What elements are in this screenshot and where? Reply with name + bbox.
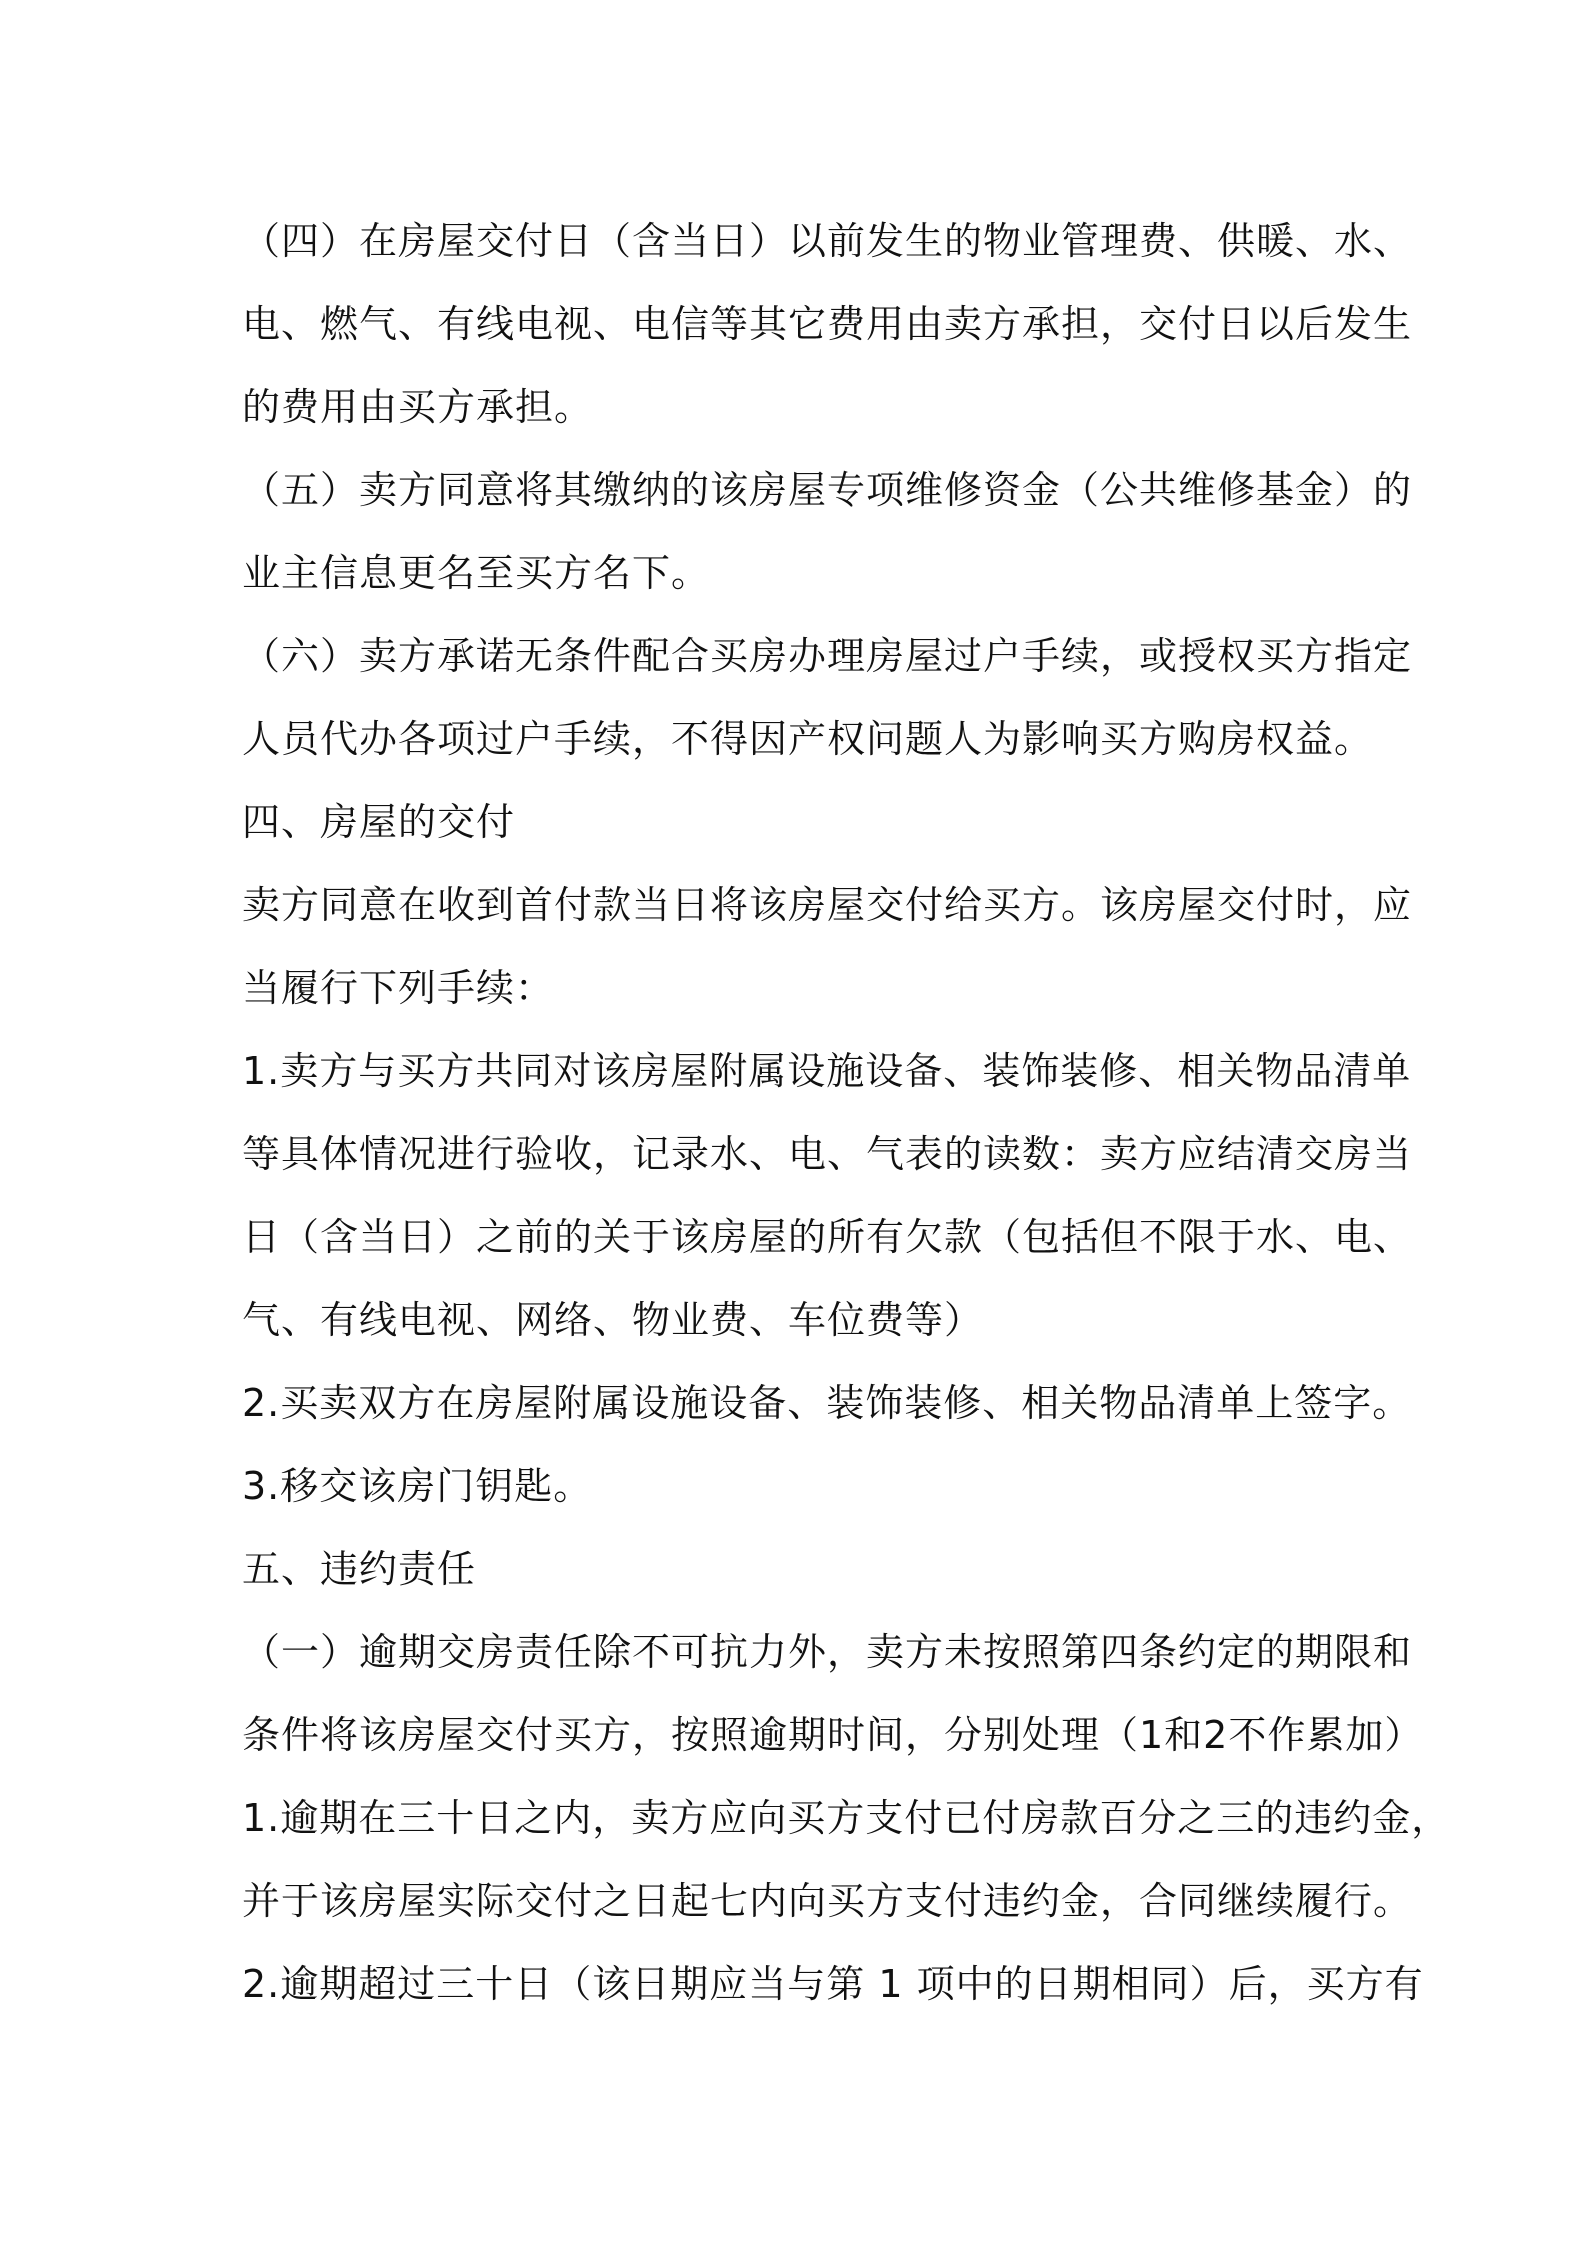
paragraph-line: 电、燃气、有线电视、电信等其它费用由卖方承担，交付日以后发生 xyxy=(242,302,1413,346)
list-item-line: 2.逾期超过三十日（该日期应当与第 1 项中的日期相同）后，买方有 xyxy=(242,1962,1424,2006)
paragraph-line: （六）卖方承诺无条件配合买房办理房屋过户手续，或授权买方指定 xyxy=(242,634,1413,678)
paragraph-line: 条件将该房屋交付买方，按照逾期时间，分别处理（1和2不作累加） xyxy=(242,1713,1424,1757)
paragraph-line: 卖方同意在收到首付款当日将该房屋交付给买方。该房屋交付时，应 xyxy=(242,883,1413,927)
list-item-line: 1.逾期在三十日之内，卖方应向买方支付已付房款百分之三的违约金， xyxy=(242,1796,1451,1840)
paragraph-line: 当履行下列手续： xyxy=(242,966,555,1010)
paragraph-line: （五）卖方同意将其缴纳的该房屋专项维修资金（公共维修基金）的 xyxy=(242,468,1413,512)
list-item-line: 3.移交该房门钥匙。 xyxy=(242,1464,593,1508)
paragraph-line: （一）逾期交房责任除不可抗力外，卖方未按照第四条约定的期限和 xyxy=(242,1630,1413,1674)
list-item-line: 1.卖方与买方共同对该房屋附属设施设备、装饰装修、相关物品清单 xyxy=(242,1049,1412,1093)
section-heading: 五、违约责任 xyxy=(242,1547,477,1591)
list-item-line: 日（含当日）之前的关于该房屋的所有欠款（包括但不限于水、电、 xyxy=(242,1215,1413,1259)
paragraph-line: 业主信息更名至买方名下。 xyxy=(242,551,711,595)
section-heading: 四、房屋的交付 xyxy=(242,800,516,844)
paragraph-line: 的费用由买方承担。 xyxy=(242,385,594,429)
list-item-line: 2.买卖双方在房屋附属设施设备、装饰装修、相关物品清单上签字。 xyxy=(242,1381,1412,1425)
list-item-line: 并于该房屋实际交付之日起七内向买方支付违约金，合同继续履行。 xyxy=(242,1879,1413,1923)
list-item-line: 等具体情况进行验收，记录水、电、气表的读数：卖方应结清交房当 xyxy=(242,1132,1413,1176)
paragraph-line: （四）在房屋交付日（含当日）以前发生的物业管理费、供暖、水、 xyxy=(242,219,1413,263)
document-body xyxy=(242,200,1451,2026)
paragraph-line: 人员代办各项过户手续，不得因产权问题人为影响买方购房权益。 xyxy=(242,717,1374,761)
list-item-line: 气、有线电视、网络、物业费、车位费等） xyxy=(242,1298,984,1342)
